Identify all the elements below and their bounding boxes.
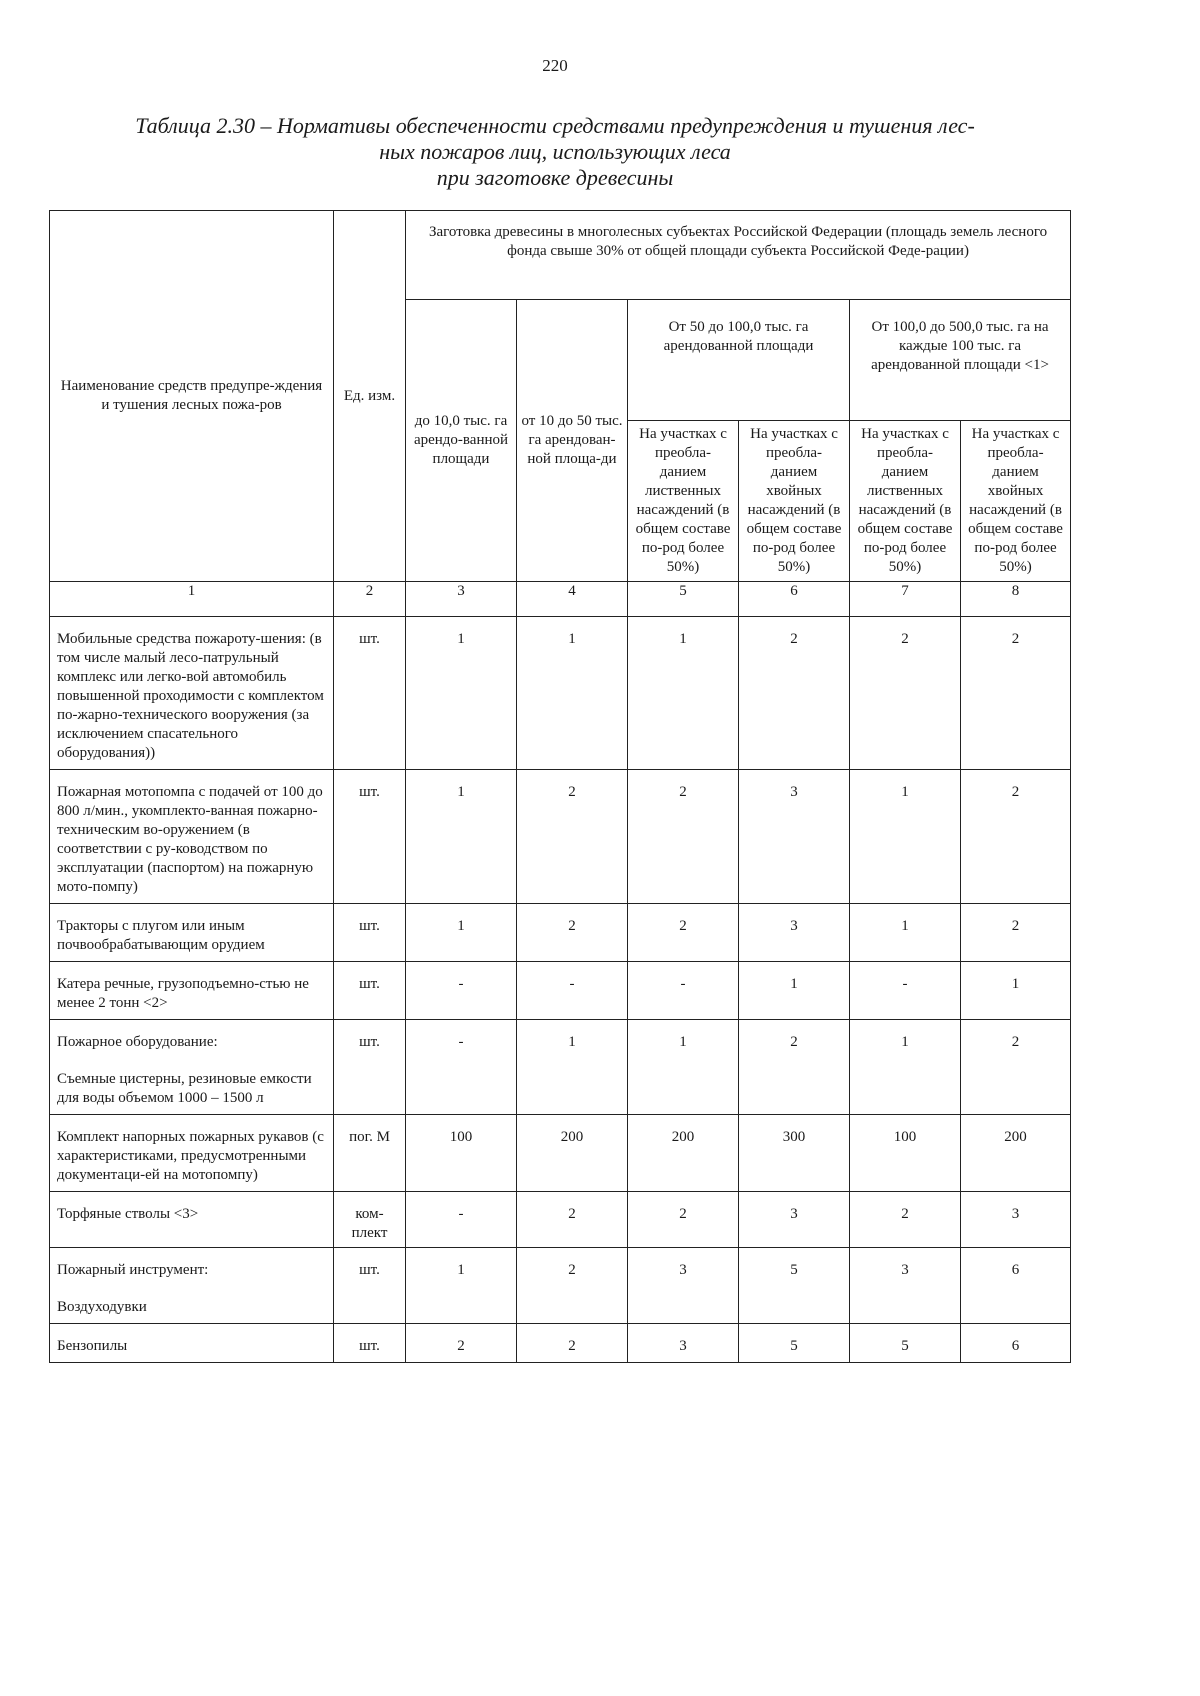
row-value: 1: [517, 617, 628, 770]
row-name-cell: [50, 1115, 334, 1192]
table-row: [50, 1020, 1071, 1115]
table-row: [50, 617, 1071, 770]
row-group-label: Пожарное оборудование:: [57, 1034, 218, 1050]
header-col-5: На участках с преобла-данием лиственных насаждений (в общем составе по-род более 50%): [628, 421, 739, 582]
row-value: 1: [406, 770, 517, 904]
row-unit: шт.: [334, 770, 406, 904]
row-value: 1: [406, 617, 517, 770]
header-col-7: На участках с преобла-данием лиственных насаждений (в общем составе по-род более 50%): [850, 421, 961, 582]
header-name-col: Наименование средств предупре-ждения и тушения лесных пожа-ров: [50, 211, 334, 582]
caption-line-3: при заготовке древесины: [436, 165, 674, 190]
row-unit: шт.: [334, 1020, 406, 1115]
row-value: 5: [739, 1248, 850, 1324]
row-name-cell: [50, 904, 334, 962]
row-value: 1: [406, 904, 517, 962]
row-value: 100: [406, 1115, 517, 1192]
row-name: Тракторы с плугом или иным почвообрабатывающим орудием: [57, 918, 265, 953]
row-name: Мобильные средства пожароту-шения: (в том числе малый лесо-патрульный комплекс или легко-вой автомобиль повышенной проходимости с комплектом по-жарно-технического вооружения (за исключением спасательного оборудования)): [57, 631, 324, 761]
table-caption: [80, 113, 1030, 191]
row-value: 1: [850, 904, 961, 962]
row-value: -: [517, 962, 628, 1020]
header-unit-col: Ед. изм.: [334, 211, 406, 582]
header-sub-100-500: От 100,0 до 500,0 тыс. га на каждые 100 тыс. га арендованной площади <1>: [850, 300, 1071, 421]
row-group-label: Пожарный инструмент:: [57, 1262, 209, 1278]
column-number: 1: [50, 582, 334, 617]
row-value: 6: [961, 1248, 1071, 1324]
column-number: 8: [961, 582, 1071, 617]
row-value: 100: [850, 1115, 961, 1192]
header-col-4: от 10 до 50 тыс. га арендован-ной площа-ди: [517, 300, 628, 582]
norms-table: [49, 210, 1071, 1363]
row-value: 300: [739, 1115, 850, 1192]
row-name-cell: [50, 1248, 334, 1324]
row-unit: шт.: [334, 1324, 406, 1363]
row-value: 1: [628, 617, 739, 770]
row-value: 2: [517, 1324, 628, 1363]
row-value: 1: [850, 1020, 961, 1115]
row-unit: ком-плект: [334, 1192, 406, 1248]
column-number: 7: [850, 582, 961, 617]
row-value: 200: [517, 1115, 628, 1192]
row-name: Воздуходувки: [57, 1299, 147, 1315]
row-value: 2: [961, 904, 1071, 962]
row-value: 1: [961, 962, 1071, 1020]
row-value: 2: [850, 1192, 961, 1248]
row-value: 2: [961, 770, 1071, 904]
row-value: 2: [628, 1192, 739, 1248]
caption-line-1: Таблица 2.30 – Нормативы обеспеченности средствами предупреждения и тушения лес-: [135, 113, 975, 138]
row-value: 1: [517, 1020, 628, 1115]
row-value: 2: [517, 770, 628, 904]
column-number: 2: [334, 582, 406, 617]
row-value: -: [406, 1020, 517, 1115]
row-value: 3: [961, 1192, 1071, 1248]
table-row: [50, 1248, 1071, 1324]
table-row: [50, 1324, 1071, 1363]
row-name: Бензопилы: [57, 1338, 128, 1354]
row-unit: шт.: [334, 1248, 406, 1324]
row-value: 2: [739, 617, 850, 770]
header-sub-50-100: От 50 до 100,0 тыс. га арендованной площади: [628, 300, 850, 421]
row-unit: шт.: [334, 904, 406, 962]
row-unit: пог. М: [334, 1115, 406, 1192]
row-value: 2: [628, 904, 739, 962]
row-value: 1: [628, 1020, 739, 1115]
column-number: 6: [739, 582, 850, 617]
row-value: -: [406, 962, 517, 1020]
row-value: 5: [739, 1324, 850, 1363]
row-value: 1: [739, 962, 850, 1020]
row-value: 2: [517, 904, 628, 962]
page-number: 220: [542, 56, 568, 75]
row-value: 3: [739, 904, 850, 962]
row-value: 1: [406, 1248, 517, 1324]
row-name-cell: [50, 1324, 334, 1363]
row-value: 2: [517, 1192, 628, 1248]
row-name: Торфяные стволы <3>: [57, 1206, 199, 1222]
header-col-6: На участках с преобла-данием хвойных насаждений (в общем составе по-род более 50%): [739, 421, 850, 582]
row-value: 2: [850, 617, 961, 770]
row-value: 3: [628, 1324, 739, 1363]
row-value: 1: [850, 770, 961, 904]
table-row: [50, 904, 1071, 962]
row-value: 2: [517, 1248, 628, 1324]
table-row: [50, 770, 1071, 904]
row-value: 5: [850, 1324, 961, 1363]
column-number: 5: [628, 582, 739, 617]
caption-line-2: ных пожаров лиц, использующих леса: [379, 139, 731, 164]
row-name: Катера речные, грузоподъемно-стью не менее 2 тонн <2>: [57, 976, 309, 1011]
row-value: 200: [628, 1115, 739, 1192]
row-value: 3: [739, 1192, 850, 1248]
row-name-cell: [50, 1192, 334, 1248]
row-value: 200: [961, 1115, 1071, 1192]
row-name-cell: [50, 1020, 334, 1115]
table-row: [50, 962, 1071, 1020]
header-col-3: до 10,0 тыс. га арендо-ванной площади: [406, 300, 517, 582]
row-value: 3: [850, 1248, 961, 1324]
row-value: 2: [961, 1020, 1071, 1115]
row-name: Съемные цистерны, резиновые емкости для воды объемом 1000 – 1500 л: [57, 1071, 312, 1106]
row-value: 6: [961, 1324, 1071, 1363]
header-col-8: На участках с преобла-данием хвойных насаждений (в общем составе по-род более 50%): [961, 421, 1071, 582]
row-value: 3: [628, 1248, 739, 1324]
row-unit: шт.: [334, 962, 406, 1020]
row-value: 2: [628, 770, 739, 904]
table-row: [50, 1192, 1071, 1248]
row-name-cell: [50, 962, 334, 1020]
row-value: -: [628, 962, 739, 1020]
column-number: 4: [517, 582, 628, 617]
row-name-cell: [50, 617, 334, 770]
row-value: 2: [406, 1324, 517, 1363]
row-value: 3: [739, 770, 850, 904]
row-name-cell: [50, 770, 334, 904]
row-name: Пожарная мотопомпа с подачей от 100 до 800 л/мин., укомплекто-ванная пожарно-техническим во-оружением (в соответствии с ру-ководством по эксплуатации (паспортом) на пожарную мото-помпу): [57, 784, 323, 895]
header-group: Заготовка древесины в многолесных субъектах Российской Федерации (площадь земель лесного фонда свыше 30% от общей площади субъекта Российской Феде-рации): [406, 211, 1071, 300]
row-value: -: [850, 962, 961, 1020]
column-number: 3: [406, 582, 517, 617]
row-unit: шт.: [334, 617, 406, 770]
table-row: [50, 1115, 1071, 1192]
row-value: 2: [739, 1020, 850, 1115]
row-value: 2: [961, 617, 1071, 770]
row-value: -: [406, 1192, 517, 1248]
row-name: Комплект напорных пожарных рукавов (с характеристиками, предусмотренными документаци-ей на мотопомпу): [57, 1129, 324, 1183]
